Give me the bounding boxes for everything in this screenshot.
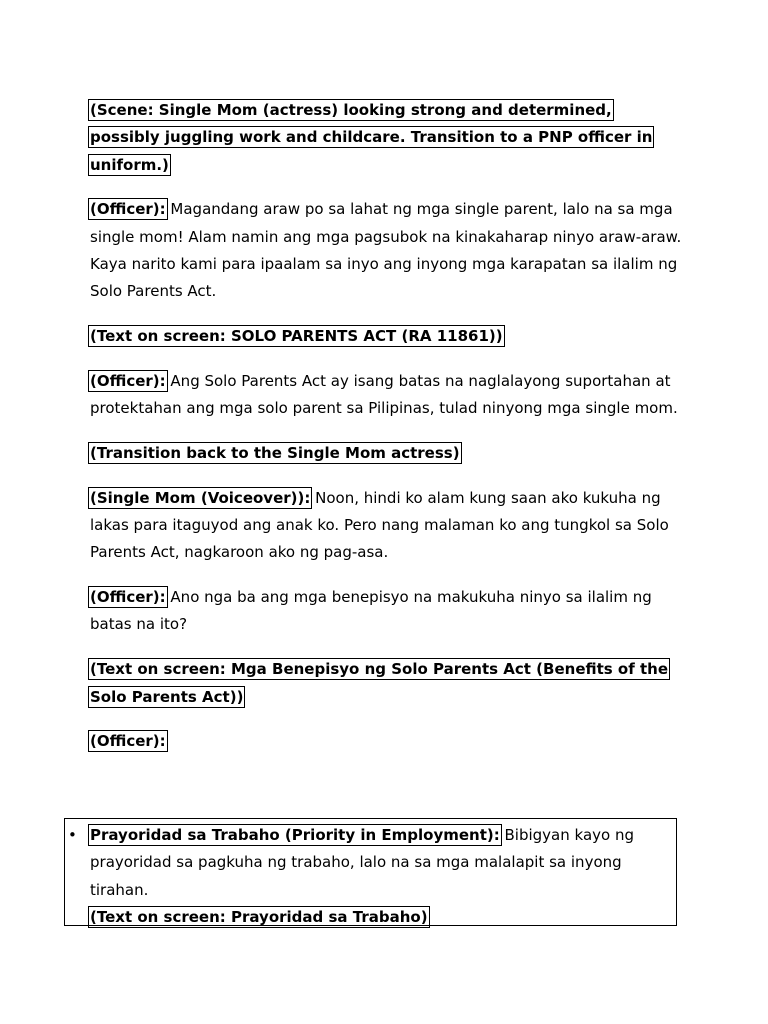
officer-line-1 bbox=[90, 196, 682, 305]
screen-text-label: (Text on screen: SOLO PARENTS ACT (RA 11861)) bbox=[90, 327, 503, 346]
officer-line-2 bbox=[90, 368, 682, 423]
dialogue-text: Noon, hindi ko alam kung saan ako kukuha ng lakas para itaguyod ang anak ko. Pero nang malaman ko ang tungkol sa Solo Parents Act, nagkaroon ako ng pag-asa. bbox=[90, 488, 669, 562]
scene-direction-text: (Scene: Single Mom (actress) looking strong and determined, possibly juggling work and childcare. Transition to a PNP officer in uniform.) bbox=[90, 101, 653, 174]
screen-text-title bbox=[90, 323, 682, 350]
transition-text: (Transition back to the Single Mom actress) bbox=[90, 443, 460, 462]
benefit-title: Prayoridad sa Trabaho (Priority in Employment): bbox=[90, 826, 500, 844]
speaker-label: (Officer): bbox=[90, 588, 166, 607]
bullet-icon: • bbox=[68, 826, 77, 844]
speaker-label: (Officer): bbox=[90, 200, 166, 219]
dialogue-text: Magandang araw po sa lahat ng mga single parent, lalo na sa mga single mom! Alam namin ang mga pagsubok na kinakaharap ninyo araw-araw. Kaya narito kami para ipaalam sa inyo ang inyong mga karapatan sa ilalim ng Solo Parents Act. bbox=[90, 200, 682, 301]
benefit-content bbox=[90, 822, 670, 931]
officer-line-4 bbox=[90, 728, 682, 755]
screen-text-label: (Text on screen: Mga Benepisyo ng Solo Parents Act (Benefits of the Solo Parents Act)) bbox=[90, 660, 669, 706]
benefit-list-item bbox=[64, 818, 677, 926]
speaker-label: (Officer): bbox=[90, 732, 166, 751]
officer-line-3 bbox=[90, 584, 682, 639]
scene-direction-paragraph bbox=[90, 97, 682, 179]
speaker-label: (Officer): bbox=[90, 371, 166, 390]
speaker-label: (Single Mom (Voiceover)): bbox=[90, 488, 311, 507]
benefit-screen-text: (Text on screen: Prayoridad sa Trabaho) bbox=[90, 907, 428, 926]
dialogue-text: Ano nga ba ang mga benepisyo na makukuha ninyo sa ilalim ng batas na ito? bbox=[90, 588, 652, 634]
benefit-description: Bibigyan kayo ng prayoridad sa pagkuha ng trabaho, lalo na sa mga malalapit sa inyong tirahan. bbox=[90, 826, 634, 899]
single-mom-voiceover bbox=[90, 485, 682, 567]
transition-direction bbox=[90, 440, 682, 467]
screen-text-benefits bbox=[90, 656, 682, 711]
document-body bbox=[90, 97, 682, 773]
dialogue-text: Ang Solo Parents Act ay isang batas na naglalayong suportahan at protektahan ang mga solo parent sa Pilipinas, tulad ninyong mga single mom. bbox=[90, 371, 678, 418]
